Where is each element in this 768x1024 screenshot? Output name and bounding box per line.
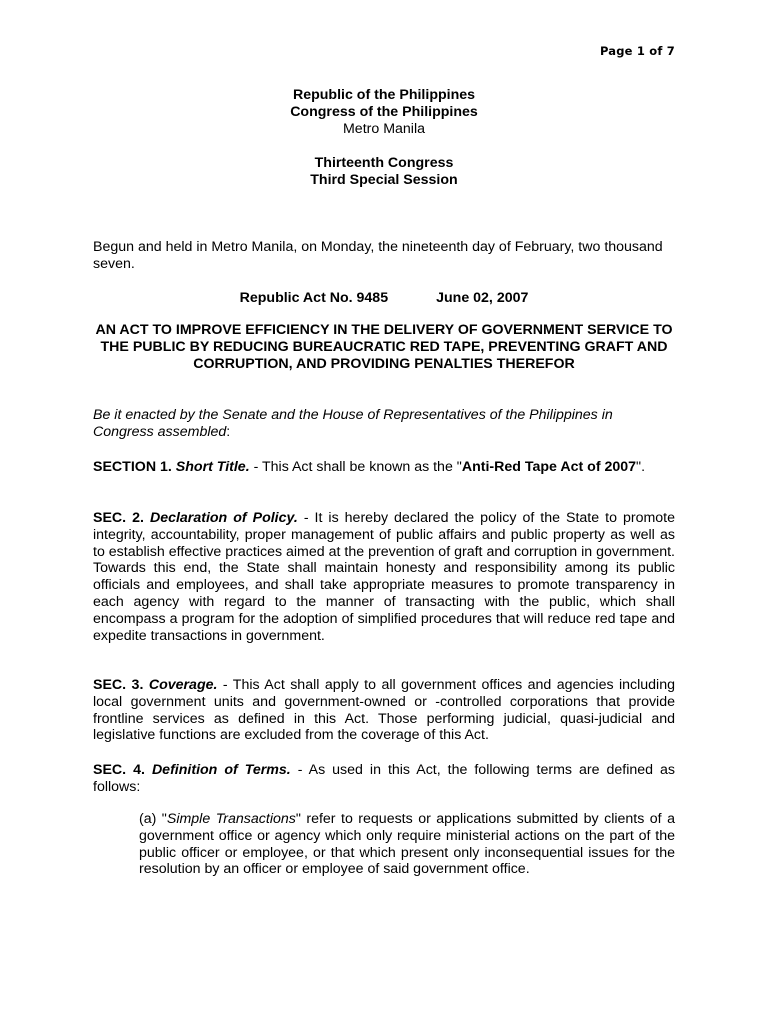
definition-a-text: " refer to requests or applications submitted by clients of a government office or agency which only require ministerial actions on the part of the public officer or employee, or that which present only inconsequential issues for the resolution by an officer or employee of said government office. — [139, 811, 675, 878]
begun-statement: Begun and held in Metro Manila, on Monday, the nineteenth day of February, two thousand seven. — [93, 239, 663, 272]
act-number: Republic Act No. 9485 — [239, 290, 389, 306]
section-1-heading: Short Title. — [175, 459, 250, 475]
document-header — [93, 87, 675, 137]
section-2-heading: Declaration of Policy. — [149, 510, 298, 526]
congress-number: Thirteenth Congress — [314, 155, 454, 171]
section-1 — [93, 459, 675, 476]
act-title: AN ACT TO IMPROVE EFFICIENCY IN THE DELIVERY OF GOVERNMENT SERVICE TO THE PUBLIC BY REDUCING BUREAUCRATIC RED TAPE, PREVENTING GRAFT AND CORRUPTION, AND PROVIDING PENALTIES THEREFOR — [95, 322, 673, 372]
section-1-text: - This Act shall be known as the " — [249, 459, 462, 475]
session-info — [93, 155, 675, 189]
section-2 — [93, 510, 675, 644]
page-number: Page 1 of 7 — [599, 44, 675, 58]
section-4-label: SEC. 4. — [93, 762, 145, 778]
header-congress: Congress of the Philippines — [290, 103, 478, 120]
section-2-label: SEC. 2. — [93, 510, 144, 526]
section-3-label: SEC. 3. — [93, 677, 144, 693]
section-1-label: SECTION 1. — [93, 459, 172, 475]
definition-a-term: Simple Transactions — [166, 811, 296, 827]
section-4-heading: Definition of Terms. — [151, 762, 291, 778]
section-3-text: - This Act shall apply to all government offices and agencies including local government units and government-owned or -controlled corporations that provide frontline services as defined in this Act. Those performing judicial, quasi-judicial and legislative functions are excluded from the coverage of this Act. — [93, 677, 675, 744]
enacting-text: Be it enacted by the Senate and the House of Representatives of the Philippines in Congress assembled — [93, 407, 613, 440]
session-name: Third Special Session — [310, 171, 458, 188]
section-2-text: - It is hereby declared the policy of the State to promote integrity, accountability, proper management of public affairs and public property as well as to establish effective practices aimed at the prevention of graft and corruption in government. Towards this end, the State shall maintain honesty and responsibility among its public officials and employees, and shall take appropriate measures to promote transparency in each agency with regard to the manner of transacting with the public, which shall encompass a program for the adoption of simplified procedures that will reduce red tape and expedite transactions in government. — [93, 510, 675, 644]
section-4 — [93, 762, 675, 796]
header-location: Metro Manila — [342, 120, 425, 137]
act-number-line — [93, 290, 675, 307]
act-date: June 02, 2007 — [436, 290, 529, 306]
section-1-text-end: ". — [636, 459, 646, 475]
section-3-heading: Coverage. — [148, 677, 218, 693]
section-4-text: - As used in this Act, the following terms are defined as follows: — [93, 762, 676, 795]
section-3 — [93, 677, 675, 744]
header-republic: Republic of the Philippines — [292, 87, 476, 103]
section-1-short-title: Anti-Red Tape Act of 2007 — [461, 459, 637, 475]
enacting-colon: : — [226, 423, 231, 440]
enacting-clause — [93, 407, 675, 441]
definition-a — [139, 811, 675, 878]
definition-a-prefix: (a) " — [139, 811, 167, 827]
